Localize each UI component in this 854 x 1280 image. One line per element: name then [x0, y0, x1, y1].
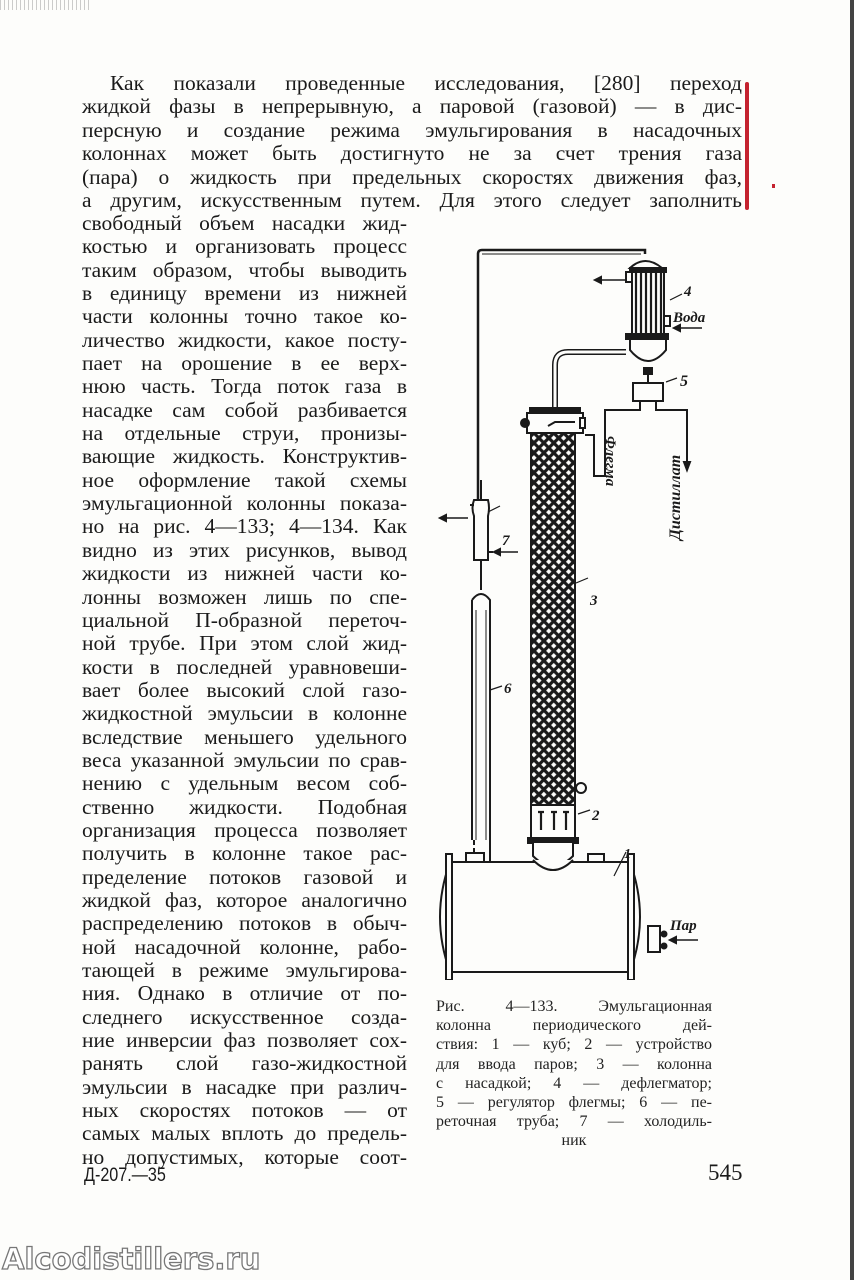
text-line: веса указанной эмульсии по срав- [82, 747, 407, 772]
text-line: следнего искусственное созда- [82, 1004, 407, 1029]
text-line: Как показали проведенные исследования, [280] переход [110, 71, 742, 95]
label-6: 6 [504, 681, 512, 697]
printer-signature: Д-207.—35 [84, 1165, 166, 1186]
caption-line: реточная труба; 7 — холодиль- [436, 1113, 712, 1131]
text-line: но на рис. 4—133; 4—134. Как [82, 514, 407, 539]
text-line: вающие жидкость. Конструктив- [82, 444, 407, 469]
packed-column [531, 433, 575, 805]
text-line: персную и создание режима эмульгирования в насадочных [82, 117, 742, 142]
figure-caption [436, 997, 712, 1151]
vapor-pipe [555, 352, 626, 415]
text-line: а другим, искусственным путем. Для этого следует заполнить [82, 187, 742, 212]
scan-page-edge [850, 0, 854, 1280]
text-line: видно из этих рисунков, вывод [82, 537, 407, 562]
caption-line: 5 — регулятор флегмы; 6 — пе- [436, 1094, 712, 1112]
caption-line: ствия: 1 — куб; 2 — устройство [436, 1036, 712, 1054]
site-watermark: Alcodistillers.ru [2, 1242, 261, 1276]
still-vessel [440, 853, 698, 980]
text-line: ния. Однако в отличие от по- [82, 981, 407, 1006]
caption-line: ник [561, 1132, 587, 1150]
caption-line: Рис. 4—133. Эмульгационная [436, 998, 712, 1015]
text-line: ние инверсии фаз позволяет сох- [82, 1028, 407, 1053]
text-line: кости в последней уравновеши- [82, 654, 407, 679]
text-line: ной насадочной колонне, рабо- [82, 934, 407, 959]
text-line: (пара) о жидкость при предельных скоростях движения фаз, [82, 164, 742, 189]
text-line: самых малых вплоть до предель- [82, 1121, 407, 1146]
text-line: эмульгационной колонны показа- [82, 491, 407, 516]
label-distillate: Дистиллат [667, 454, 684, 540]
text-line: получить в колонне такое рас- [82, 841, 407, 866]
text-line: ной трубе. При этом слой жид- [82, 631, 407, 656]
caption-line: с насадкой; 4 — дефлегматор; [436, 1074, 712, 1092]
margin-dot-mark [772, 184, 775, 188]
text-line: нюю часть. Тогда поток газа в [82, 374, 407, 399]
text-line: но допустимых, которые соот- [82, 1144, 407, 1169]
label-reflux: Флегма [602, 436, 618, 487]
text-line: ранять слой газо-жидкостной [82, 1051, 407, 1076]
text-line: в единицу времени из нижней [82, 281, 407, 306]
text-line: циальной П-образной переточ- [82, 607, 407, 632]
reflux-regulator [633, 383, 663, 401]
text-line: ных скоростях потоков — от [82, 1098, 407, 1123]
label-3: 3 [590, 593, 598, 609]
text-line: лонны возможен лишь по спе- [82, 584, 407, 609]
text-line: костью и организовать процесс [82, 234, 407, 259]
label-steam: Пар [670, 918, 697, 934]
vapor-input-device [528, 805, 578, 866]
dephlegmator [626, 261, 670, 374]
text-line: нению с удельным весом соб- [82, 771, 407, 796]
text-line: организация процесса позволяет [82, 817, 407, 842]
text-line: эмульсии в насадке при различ- [82, 1074, 407, 1099]
label-1: 1 [624, 847, 631, 862]
text-line: насадке сам собой разбивается [82, 397, 407, 422]
text-line: свободный объем насадки жид- [82, 211, 407, 235]
text-line: таким образом, чтобы выводить [82, 257, 407, 282]
text-line: жидкой фазы в непрерывную, а паровой (газовой) — в дис- [82, 94, 742, 119]
text-line: личество жидкости, какое посту- [82, 327, 407, 352]
label-2: 2 [592, 808, 600, 824]
margin-highlight-mark [745, 82, 749, 210]
scan-artifact [0, 0, 90, 10]
emulsification-column-diagram [430, 240, 730, 980]
text-line: пределение потоков газовой и [82, 864, 407, 889]
label-4: 4 [684, 284, 692, 300]
page-number: 545 [708, 1160, 743, 1185]
text-line: распределению потоков в обыч- [82, 911, 407, 936]
text-line: жидкой фаз, которое аналогично [82, 887, 407, 912]
top-paragraph [82, 72, 742, 212]
caption-line: для ввода паров; 3 — колонна [436, 1055, 712, 1073]
text-line: вает более высокий слой газо- [82, 677, 407, 702]
label-7: 7 [502, 533, 510, 549]
column-paragraph [82, 212, 407, 1169]
caption-line: колонна периодического дей- [436, 1017, 712, 1035]
text-line: ственно жидкости. Подобная [82, 794, 407, 819]
label-5: 5 [680, 373, 688, 390]
text-line: тающей в режиме эмульгирова- [82, 958, 407, 982]
text-line: ное оформление такой схемы [82, 467, 407, 492]
text-line: вследствие меньшего удельного [82, 724, 407, 749]
label-water: Вода [673, 310, 706, 326]
text-line: пает на орошение в ее верх- [82, 351, 407, 376]
text-line: жидкости из нижней части ко- [82, 561, 407, 586]
text-line: на отдельные струи, пронизы- [82, 421, 407, 446]
text-line: части колонны точно такое ко- [82, 304, 407, 329]
text-line: жидкостной эмульсии в колонне [82, 701, 407, 726]
text-line: колоннах может быть достигнуто не за счет трения газа [82, 141, 742, 166]
